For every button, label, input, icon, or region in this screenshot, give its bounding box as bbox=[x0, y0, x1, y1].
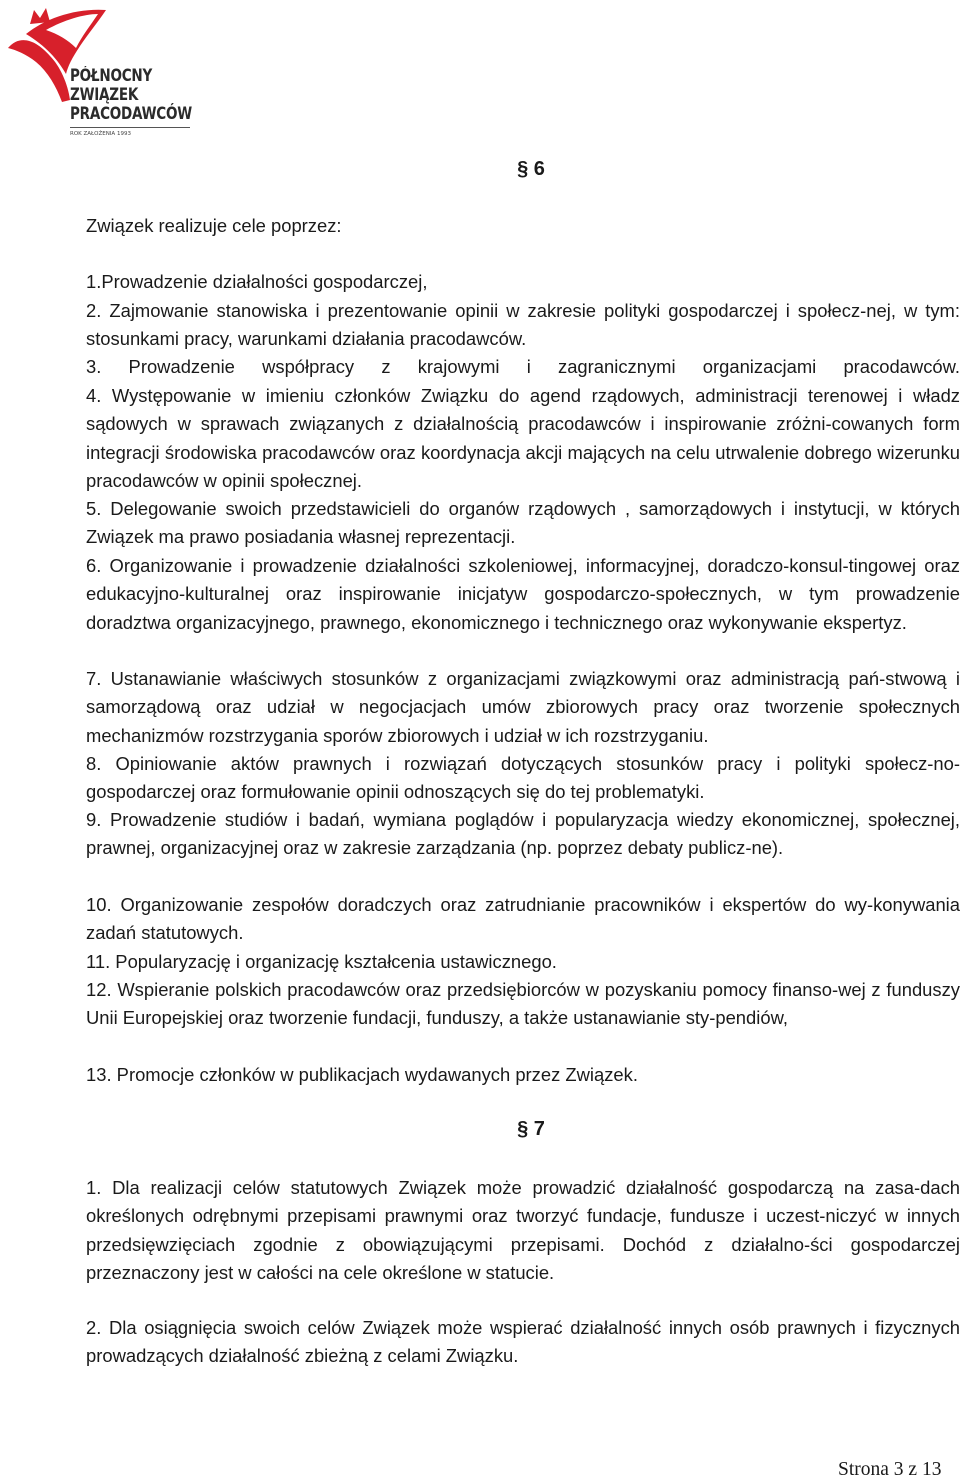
logo-divider bbox=[70, 127, 190, 128]
section-7-item-2: 2. Dla osiągnięcia swoich celów Związek może wspierać działalność innych osób prawnych i fizycznych prowadzących działalność zbieżną z celami Związku. bbox=[86, 1317, 960, 1367]
section-6-item-2: 2. Zajmowanie stanowiska i prezentowanie opinii w zakresie polityki gospodarczej i społecz-nej, w tym: stosunkami pracy, warunkami działania pracodawców. bbox=[86, 300, 960, 350]
section-6-item-11: 11. Popularyzację i organizację kształcenia ustawicznego. bbox=[86, 951, 557, 972]
logo-line-2: ZWIĄZEK bbox=[70, 85, 139, 104]
section-6-item-1: 1.Prowadzenie działalności gospodarczej, bbox=[86, 271, 428, 292]
section-6-item-6: 6. Organizowanie i prowadzenie działalności szkoleniowej, informacyjnej, doradczo-konsul-tingowej oraz edukacyjno-kulturalnej oraz inspirowanie inicjatyw gospodarczo-społecznych, w tym prowadzenie doradztwa organizacyjnego, prawnego, ekonomicznego i technicznego oraz wykonywanie ekspertyz. bbox=[86, 555, 960, 633]
section-6-item-13: 13. Promocje członków w publikacjach wydawanych przez Związek. bbox=[86, 1064, 638, 1085]
section-6-item-8: 8. Opiniowanie aktów prawnych i rozwiązań dotyczących stosunków pracy i polityki społecz-no-gospodarczej oraz formułowanie opinii odnoszących się do tej problematyki. bbox=[86, 753, 960, 803]
logo bbox=[6, 4, 196, 140]
logo-line-1: PÓŁNOCNY bbox=[70, 66, 153, 85]
page-number: Strona 3 z 13 bbox=[838, 1459, 942, 1480]
logo-founding-year: ROK ZAŁOŻENIA 1993 bbox=[70, 131, 131, 137]
section-6-item-4: 4. Występowanie w imieniu członków Związku do agend rządowych, administracji terenowej i władz sądowych w sprawach związanych z działalnością pracodawców i inspirowanie zróżni-cowanych form integracji środowiska pracodawców oraz koordynacja akcji mających na celu utrwalenie dobrego wizerunku pracodawców w opinii społecznej. bbox=[86, 385, 960, 492]
section-6-item-10: 10. Organizowanie zespołów doradczych oraz zatrudnianie pracowników i ekspertów do wy-konywania zadań statutowych. bbox=[86, 894, 960, 944]
logo-wordmark bbox=[70, 66, 192, 123]
section-6-item-5: 5. Delegowanie swoich przedstawicieli do organów rządowych , samorządowych i instytucji, w których Związek ma prawo posiadania własnej reprezentacji. bbox=[86, 498, 960, 548]
section-6-heading: § 6 bbox=[517, 158, 545, 180]
section-6-item-7: 7. Ustanawianie właściwych stosunków z organizacjami związkowymi oraz administracją pań-stwową i samorządową oraz udział w negocjacjach umów zbiorowych pracy oraz tworzenie społecznych mechanizmów rozstrzygania sporów zbiorowych i udział w ich rozstrzyganiu. bbox=[86, 668, 960, 746]
section-6-intro: Związek realizuje cele poprzez: bbox=[86, 215, 342, 236]
section-6-item-9: 9. Prowadzenie studiów i badań, wymiana poglądów i popularyzacja wiedzy ekonomicznej, społecznej, prawnej, organizacyjnej oraz w zakresie zarządzania (np. poprzez debaty publicz-ne). bbox=[86, 809, 960, 859]
section-7-item-1: 1. Dla realizacji celów statutowych Związek może prowadzić działalność gospodarczą na zasa-dach określonych odrębnymi przepisami prawnymi oraz tworzyć fundacje, fundusze i uczest-niczyć w innych przedsięwzięciach zgodnie z obowiązującymi przepisami. Dochód z działalno-ści gospodarczej przeznaczony jest w całości na cele określone w statucie. bbox=[86, 1177, 960, 1284]
logo-line-3: PRACODAWCÓW bbox=[70, 104, 192, 123]
section-7-heading: § 7 bbox=[517, 1118, 545, 1140]
section-6-item-3: 3. Prowadzenie współpracy z krajowymi i zagranicznymi organizacjami pracodawców. bbox=[86, 356, 960, 377]
section-6-item-12: 12. Wspieranie polskich pracodawców oraz przedsiębiorców w pozyskaniu pomocy finanso-wej z funduszy Unii Europejskiej oraz tworzenie fundacji, funduszy, a także ustanawianie sty-pendiów, bbox=[86, 979, 960, 1029]
